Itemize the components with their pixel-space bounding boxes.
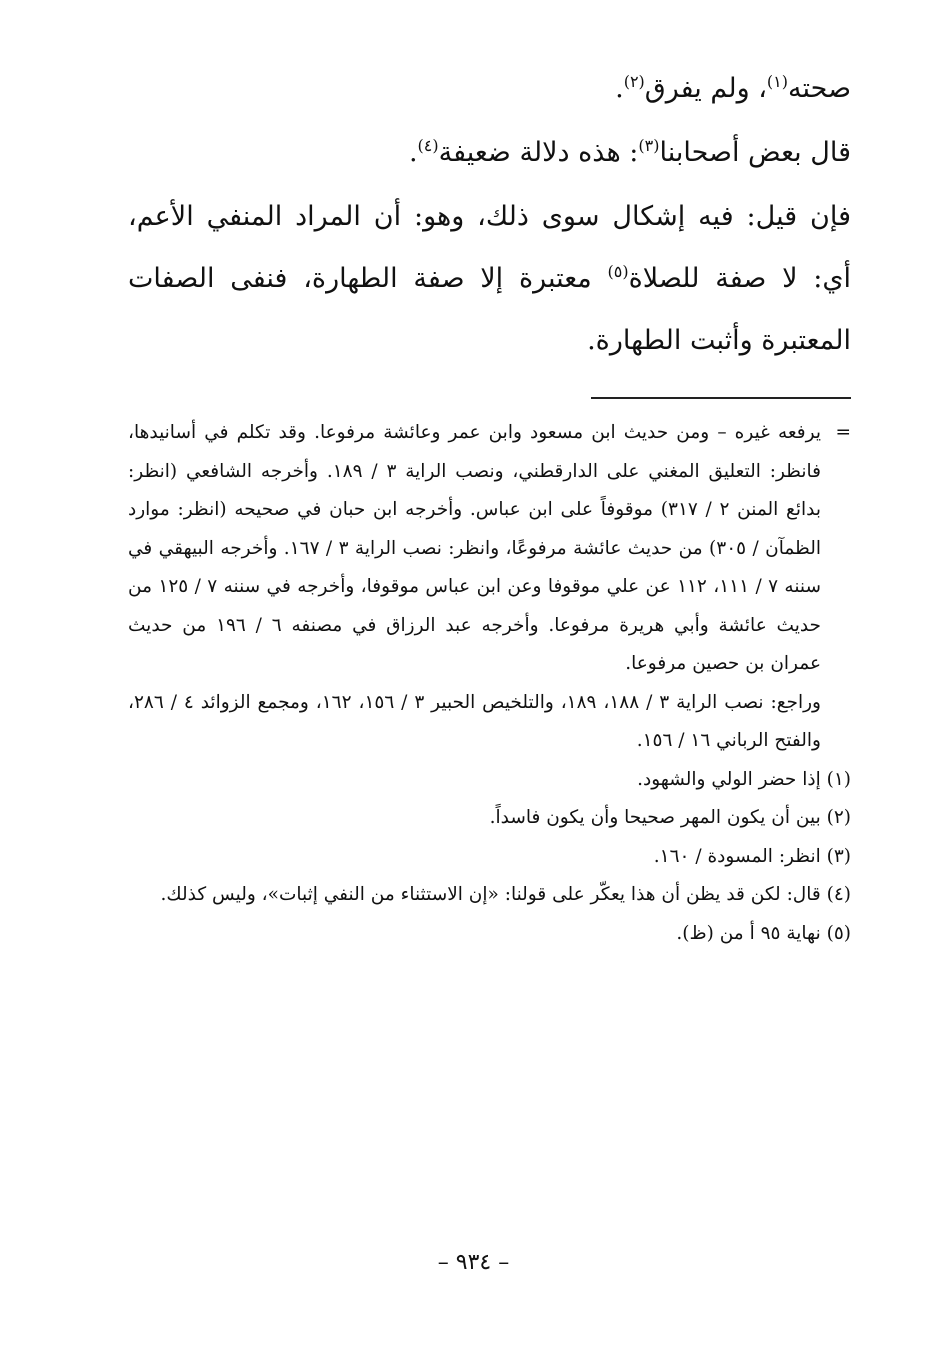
footnote-separator	[591, 397, 851, 399]
paragraph-1	[128, 58, 851, 120]
footnote-ref-1: (١)	[766, 72, 789, 91]
footnotes	[128, 414, 851, 953]
footnote-4-number: (٤)	[826, 884, 851, 905]
paragraph-2-text-b: : هذه دلالة ضعيفة	[438, 137, 639, 168]
footnote-3-number: (٣)	[826, 845, 851, 867]
footnote-continuation-text: يرفعه غيره – ومن حديث ابن مسعود وابن عمر وعائشة مرفوعا. وقد تكلم في أسانيدها، فانظر: التعليق المغني على الدارقطني، ونصب الراية ٣ / ١٨٩. وأخرجه الشافعي (انظر: بدائع المنن ٢ / ٣١٧) موقوفاً على ابن عباس. وأخرجه ابن حبان في صحيحه (انظر: موارد الظمآن / ٣٠٥) من حديث عائشة مرفوعًا، وانظر: نصب الراية ٣ / ١٦٧. وأخرجه البيهقي في سننه ٧ / ١١١، ١١٢ عن علي موقوفا وعن ابن عباس موقوفا، وأخرجه في سننه ٧ / ١٢٥ من حديث عائشة وأبي هريرة مرفوعا. وأخرجه عبد الرزاق في مصنفه ٦ / ١٩٦ من حديث عمران بن حصين مرفوعا.	[128, 422, 822, 674]
footnote-2-number: (٢)	[826, 807, 851, 828]
footnote-5-text: نهاية ٩٥ أ من (ظ).	[676, 922, 821, 944]
footnote-3-text: انظر: المسودة / ١٦٠.	[653, 845, 821, 867]
paragraph-3	[128, 186, 851, 372]
footnote-1-number: (١)	[826, 768, 851, 790]
footnote-ref-4: (٤)	[417, 136, 439, 155]
footnote-continuation	[128, 414, 851, 684]
page-number: – ٩٣٤ –	[437, 1250, 510, 1275]
footnote-4-text: قال: لكن قد يظن أن هذا يعكّر على قولنا: «إن الاستثناء من النفي إثبات»، وليس كذلك.	[160, 884, 821, 905]
paragraph-2-text-c: .	[408, 137, 418, 168]
footnote-2	[128, 799, 851, 838]
paragraph-1-text-a: صحته	[788, 73, 851, 104]
footnote-3	[128, 838, 851, 877]
paragraph-3-text-b: معتبرة إلا صفة الطهارة، فنفى الصفات المعتبرة وأثبت الطهارة.	[128, 263, 851, 356]
paragraph-3-text-a: فإن قيل: فيه إشكال سوى ذلك، وهو: أن المراد المنفي الأعم، أي: لا صفة للصلاة	[128, 201, 851, 294]
footnote-1	[128, 761, 851, 800]
footnote-1-text: إذا حضر الولي والشهود.	[637, 768, 821, 790]
footnote-5-number: (٥)	[826, 922, 851, 944]
paragraph-2-text-a: قال بعض أصحابنا	[659, 137, 851, 168]
footnote-ref-3: (٣)	[638, 136, 660, 155]
main-text	[128, 58, 851, 372]
footnote-5	[128, 915, 851, 954]
footnote-4	[128, 876, 851, 915]
paragraph-1-text-c: .	[615, 73, 624, 104]
footnote-ref-2: (٢)	[623, 72, 645, 91]
paragraph-2	[128, 122, 851, 184]
footnote-ref-5: (٥)	[607, 262, 629, 281]
footnote-references-text: وراجع: نصب الراية ٣ / ١٨٨، ١٨٩، والتلخيص الحبير ٣ / ١٥٦، ١٦٢، ومجمع الزوائد ٤ / ٢٨٦، والفتح الرباني ١٦ / ١٥٦.	[128, 691, 821, 751]
footnote-references	[128, 684, 851, 761]
continuation-mark: =	[835, 422, 851, 443]
paragraph-1-text-b: ، ولم يفرق	[644, 73, 767, 104]
footnote-2-text: بين أن يكون المهر صحيحا وأن يكون فاسداً.	[489, 807, 821, 828]
